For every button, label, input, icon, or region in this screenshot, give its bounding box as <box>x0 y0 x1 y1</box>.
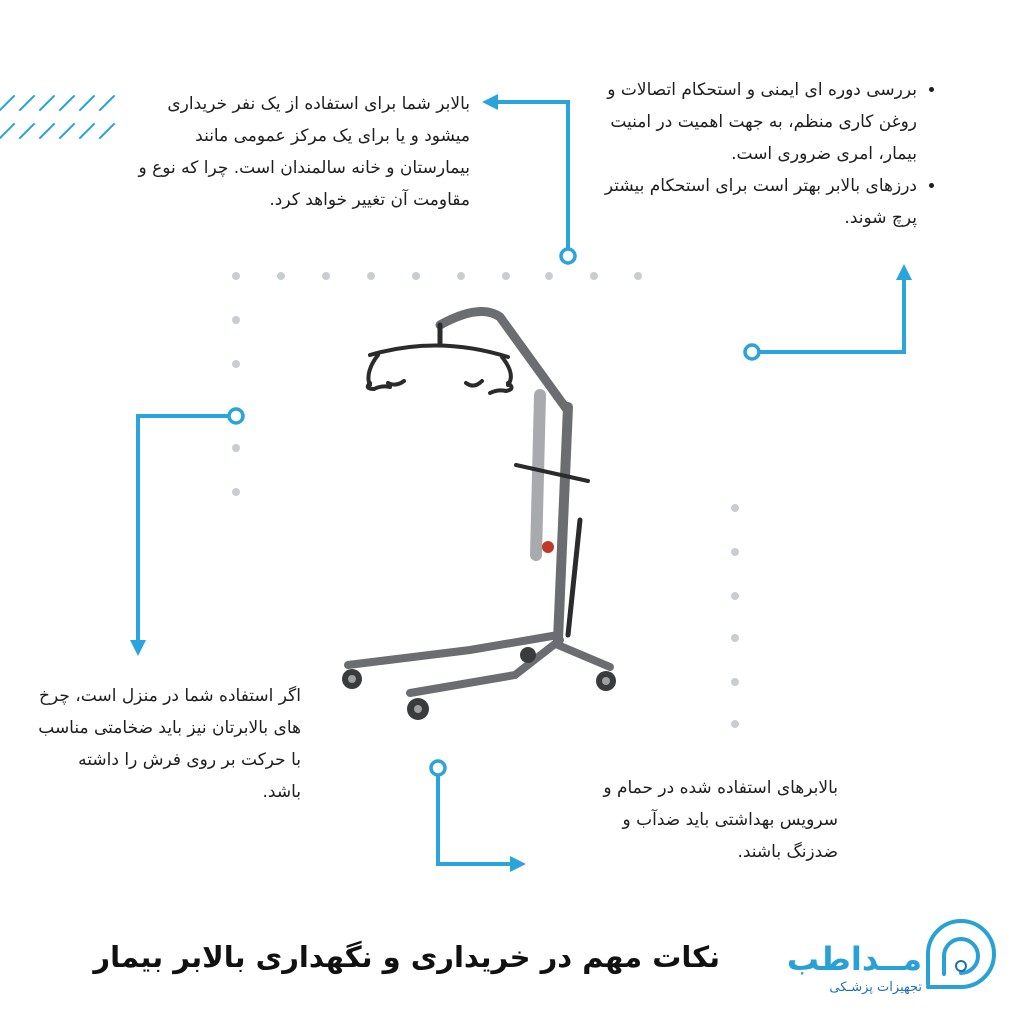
tip-top-right-item-1: • بررسی دوره ای ایمنی و استحکام اتصالات و روغن کاری منظم، به جهت اهمیت در امنیت بیمار، امری ضروری است. <box>595 74 917 170</box>
tip-bottom-left <box>36 680 301 808</box>
patient-lift-image <box>330 295 630 735</box>
logo-mark-icon <box>916 914 1006 1004</box>
page-title: نکات مهم در خریداری و نگهداری بالابر بیمار <box>93 940 720 974</box>
tip-top-center <box>136 88 470 216</box>
tip-top-center-text: بالابر شما برای استفاده از یک نفر خریداری میشود و یا برای یک مرکز عمومی مانند بیمارستان و خانه سالمندان است. چرا که نوع و مقاومت آن تغییر خواهد کرد. <box>138 94 470 210</box>
tip-bottom-left-text: اگر استفاده شما در منزل است، چرخ های بالابرتان نیز باید ضخامتی مناسب با حرکت بر روی فرش را داشته باشد. <box>38 686 301 802</box>
tip-top-right-item-2: • درزهای بالابر بهتر است برای استحکام بیشتر پرچ شوند. <box>595 170 917 234</box>
tip-bottom-right-text: بالابرهای استفاده شده در حمام و سرویس بهداشتی باید ضدآب و ضدزنگ باشند. <box>603 778 838 862</box>
tip-top-right <box>595 74 935 234</box>
logo-subtitle: تجهیزات پزشـکی <box>829 980 922 995</box>
tip-bottom-right <box>574 772 838 868</box>
tip-list <box>595 74 935 234</box>
logo-name: مــداطب <box>786 940 922 978</box>
